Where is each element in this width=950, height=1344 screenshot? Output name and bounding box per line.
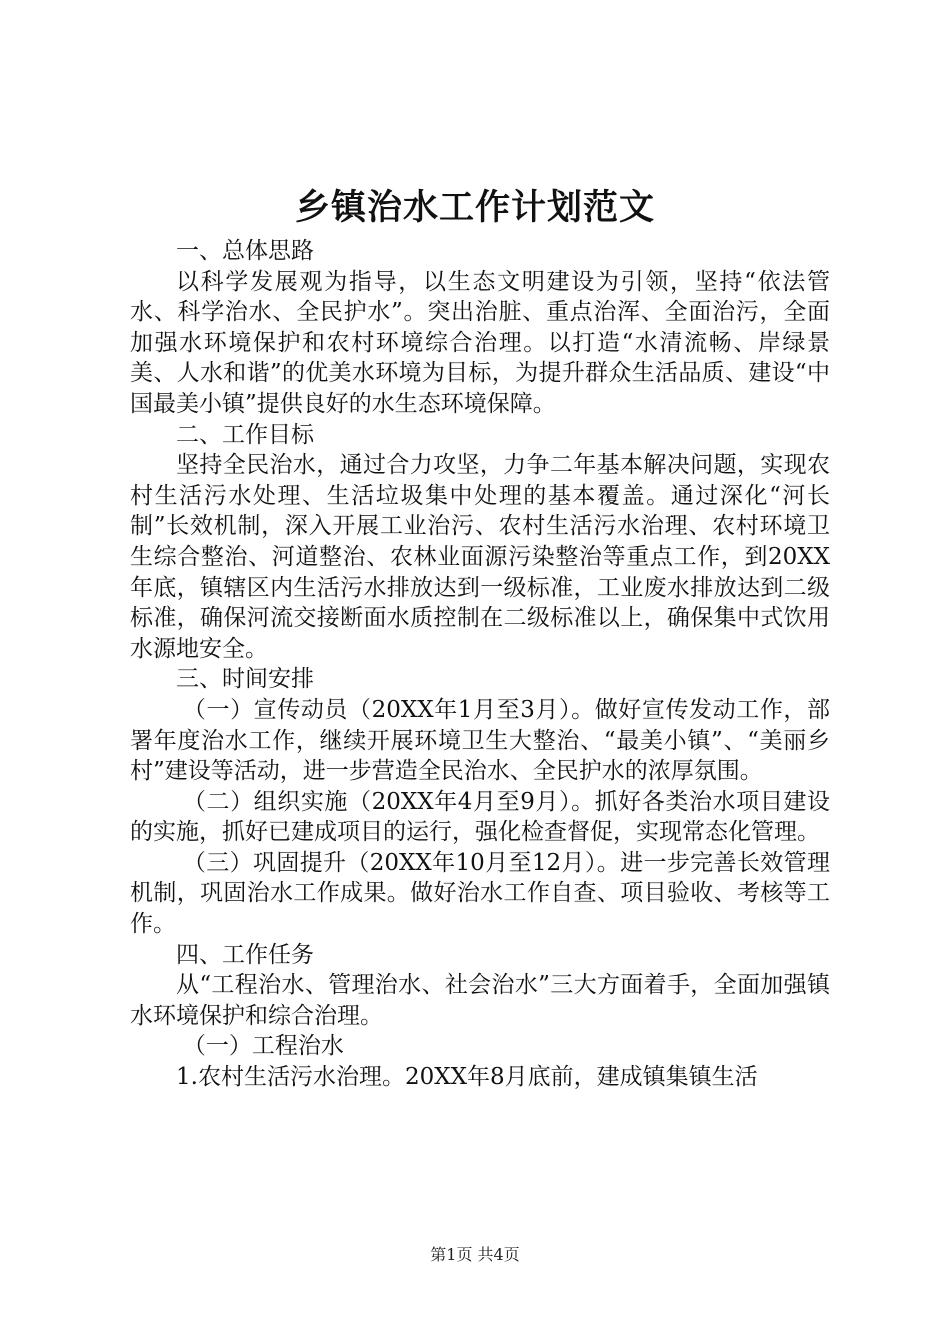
paragraph-task-1: 1.农村生活污水治理。20XX年8月底前，建成镇集镇生活	[176, 1064, 758, 1091]
subheading-engineering: （一）工程治水	[182, 1033, 344, 1060]
paragraph-tasks: 从“工程治水、管理治水、社会治水”三大方面着手，全面加强镇水环境保护和综合治理。	[130, 972, 830, 1029]
paragraph-goals: 坚持全民治水，通过合力攻坚，力争二年基本解决问题，实现农村生活污水处理、生活垃圾集中处理的基本覆盖。通过深化“河长制”长效机制，深入开展工业治污、农村生活污水治理、农村环境卫生综合整治、河道整治、农林业面源污染整治等重点工作，到20XX年底，镇辖区内生活污水排放达到一级标准，工业废水排放达到二级标准，确保河流交接断面水质控制在二级标准以上，确保集中式饮用水源地安全。	[130, 452, 830, 662]
document-body	[130, 236, 830, 1093]
section-heading-overall: 一、总体思路	[176, 238, 314, 264]
page-footer: 第1页 共4页	[430, 1245, 520, 1264]
paragraph-schedule-2: （二）组织实施（20XX年4月至9月）。抓好各类治水项目建设的实施，抓好已建成项目的运行，强化检查督促，实现常态化管理。	[130, 788, 830, 846]
section-heading-tasks: 四、工作任务	[176, 941, 314, 968]
paragraph-schedule-1: （一）宣传动员（20XX年1月至3月）。做好宣传发动工作，部署年度治水工作，继续开展环境卫生大整治、“最美小镇”、“美丽乡村”建设等活动，进一步营造全民治水、全民护水的浓厚氛围。	[130, 696, 830, 785]
paragraph-overall: 以科学发展观为指导，以生态文明建设为引领，坚持“依法管水、科学治水、全民护水”。突出治脏、重点治浑、全面治污，全面加强水环境保护和农村环境综合治理。以打造“水清流畅、岸绿景美、人水和谐”的优美水环境为目标，为提升群众生活品质、建设“中国最美小镇”提供良好的水生态环境保障。	[130, 268, 830, 417]
document-title: 乡镇治水工作计划范文	[294, 187, 655, 228]
section-heading-goals: 二、工作目标	[176, 421, 314, 448]
paragraph-schedule-3: （三）巩固提升（20XX年10月至12月）。进一步完善长效管理机制，巩固治水工作成果。做好治水工作自查、项目验收、考核等工作。	[130, 849, 830, 938]
section-heading-schedule: 三、时间安排	[176, 666, 314, 693]
